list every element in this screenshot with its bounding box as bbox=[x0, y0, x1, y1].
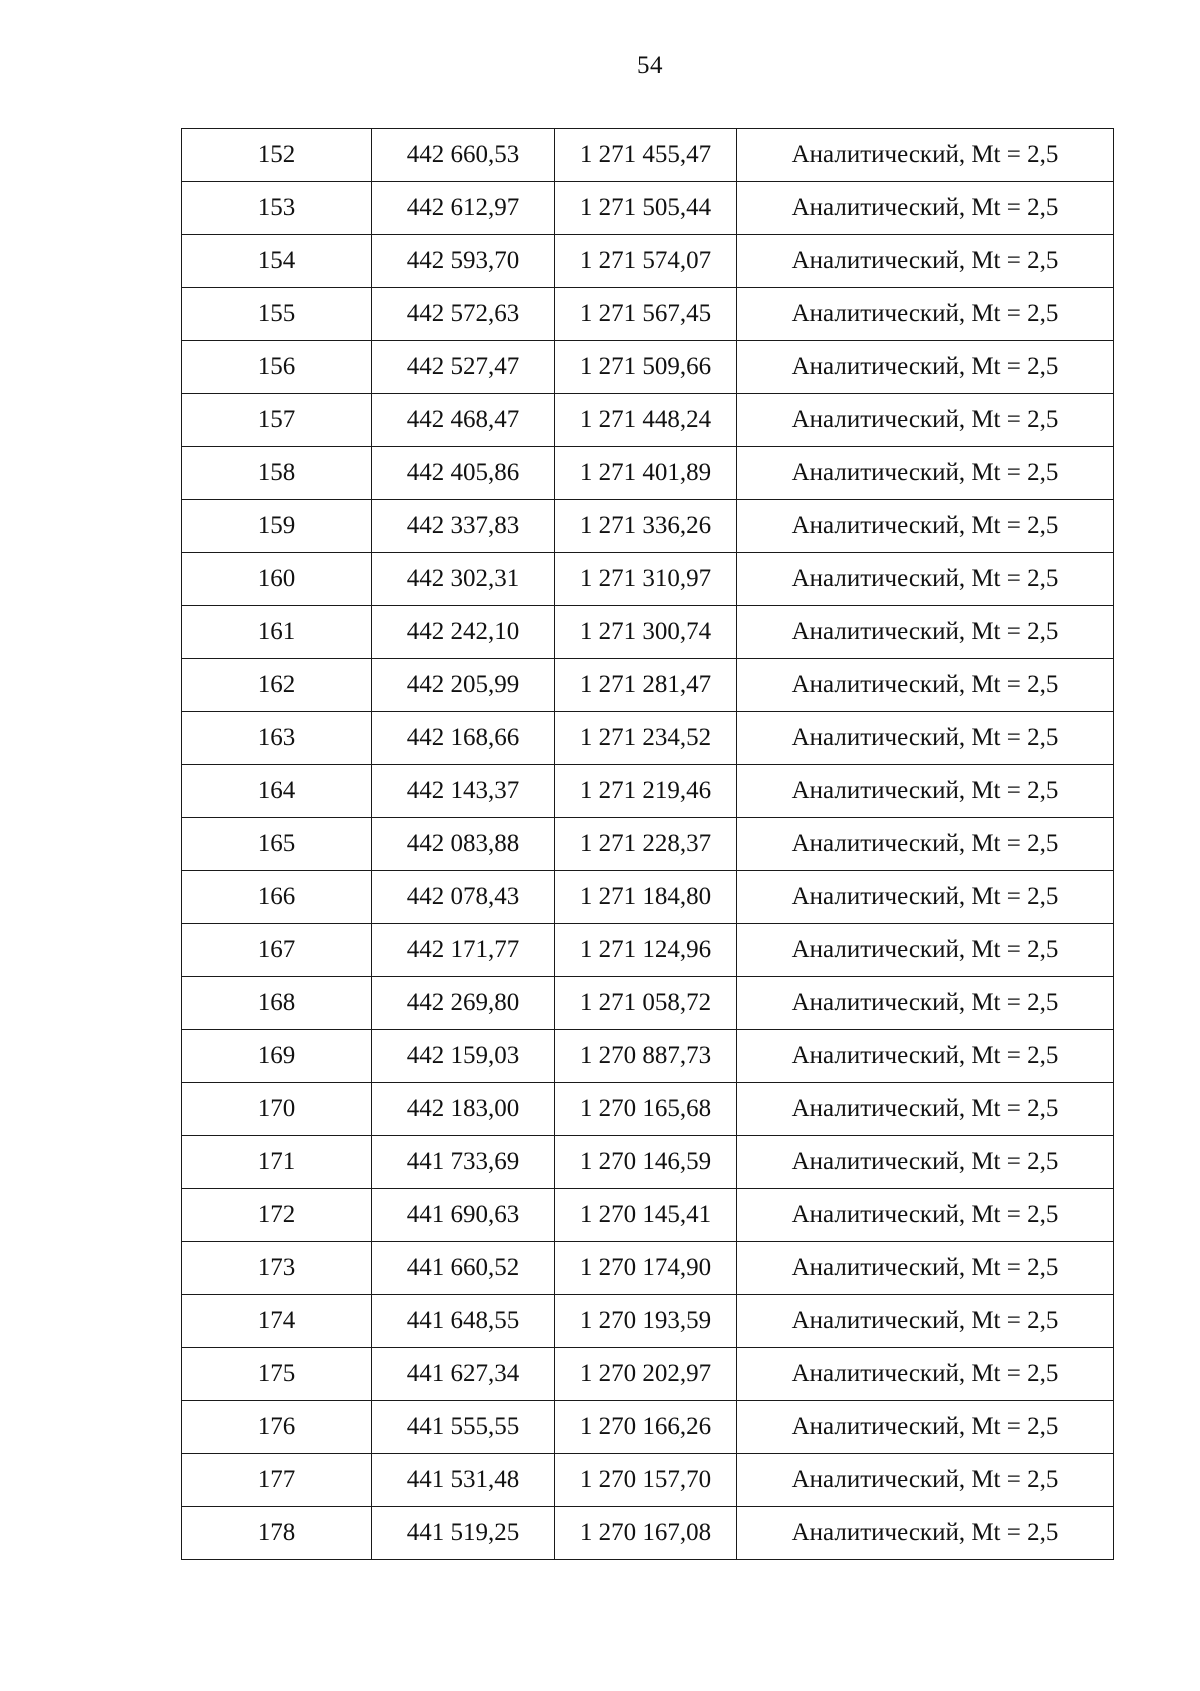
point-number-cell: 169 bbox=[182, 1030, 372, 1083]
method-cell: Аналитический, Mt = 2,5 bbox=[737, 765, 1114, 818]
x-coordinate-cell: 442 593,70 bbox=[372, 235, 555, 288]
table-row bbox=[182, 765, 1114, 818]
point-number-cell: 162 bbox=[182, 659, 372, 712]
x-coordinate-cell: 442 078,43 bbox=[372, 871, 555, 924]
method-cell: Аналитический, Mt = 2,5 bbox=[737, 659, 1114, 712]
x-coordinate-cell: 442 242,10 bbox=[372, 606, 555, 659]
table-row bbox=[182, 1189, 1114, 1242]
method-cell: Аналитический, Mt = 2,5 bbox=[737, 1507, 1114, 1560]
table-row bbox=[182, 606, 1114, 659]
y-coordinate-cell: 1 271 124,96 bbox=[555, 924, 737, 977]
y-coordinate-cell: 1 271 574,07 bbox=[555, 235, 737, 288]
y-coordinate-cell: 1 270 146,59 bbox=[555, 1136, 737, 1189]
x-coordinate-cell: 441 519,25 bbox=[372, 1507, 555, 1560]
point-number-cell: 152 bbox=[182, 129, 372, 182]
x-coordinate-cell: 442 168,66 bbox=[372, 712, 555, 765]
point-number-cell: 153 bbox=[182, 182, 372, 235]
point-number-cell: 159 bbox=[182, 500, 372, 553]
point-number-cell: 154 bbox=[182, 235, 372, 288]
table-row bbox=[182, 1242, 1114, 1295]
point-number-cell: 176 bbox=[182, 1401, 372, 1454]
point-number-cell: 173 bbox=[182, 1242, 372, 1295]
point-number-cell: 178 bbox=[182, 1507, 372, 1560]
x-coordinate-cell: 441 627,34 bbox=[372, 1348, 555, 1401]
y-coordinate-cell: 1 271 234,52 bbox=[555, 712, 737, 765]
table-row bbox=[182, 977, 1114, 1030]
point-number-cell: 156 bbox=[182, 341, 372, 394]
y-coordinate-cell: 1 271 505,44 bbox=[555, 182, 737, 235]
table-row bbox=[182, 1454, 1114, 1507]
point-number-cell: 157 bbox=[182, 394, 372, 447]
method-cell: Аналитический, Mt = 2,5 bbox=[737, 182, 1114, 235]
point-number-cell: 160 bbox=[182, 553, 372, 606]
point-number-cell: 168 bbox=[182, 977, 372, 1030]
method-cell: Аналитический, Mt = 2,5 bbox=[737, 129, 1114, 182]
y-coordinate-cell: 1 271 184,80 bbox=[555, 871, 737, 924]
y-coordinate-cell: 1 270 887,73 bbox=[555, 1030, 737, 1083]
method-cell: Аналитический, Mt = 2,5 bbox=[737, 500, 1114, 553]
x-coordinate-cell: 442 159,03 bbox=[372, 1030, 555, 1083]
table-row bbox=[182, 924, 1114, 977]
table-row bbox=[182, 500, 1114, 553]
table-row bbox=[182, 1507, 1114, 1560]
y-coordinate-cell: 1 270 167,08 bbox=[555, 1507, 737, 1560]
table-row bbox=[182, 1030, 1114, 1083]
y-coordinate-cell: 1 271 567,45 bbox=[555, 288, 737, 341]
point-number-cell: 175 bbox=[182, 1348, 372, 1401]
table-row bbox=[182, 553, 1114, 606]
y-coordinate-cell: 1 270 157,70 bbox=[555, 1454, 737, 1507]
y-coordinate-cell: 1 271 300,74 bbox=[555, 606, 737, 659]
method-cell: Аналитический, Mt = 2,5 bbox=[737, 1295, 1114, 1348]
table-row bbox=[182, 129, 1114, 182]
x-coordinate-cell: 442 527,47 bbox=[372, 341, 555, 394]
point-number-cell: 155 bbox=[182, 288, 372, 341]
x-coordinate-cell: 442 337,83 bbox=[372, 500, 555, 553]
x-coordinate-cell: 442 405,86 bbox=[372, 447, 555, 500]
table-row bbox=[182, 394, 1114, 447]
table-row bbox=[182, 712, 1114, 765]
y-coordinate-cell: 1 270 145,41 bbox=[555, 1189, 737, 1242]
table-row bbox=[182, 235, 1114, 288]
point-number-cell: 172 bbox=[182, 1189, 372, 1242]
table-row bbox=[182, 818, 1114, 871]
x-coordinate-cell: 442 183,00 bbox=[372, 1083, 555, 1136]
y-coordinate-cell: 1 271 455,47 bbox=[555, 129, 737, 182]
method-cell: Аналитический, Mt = 2,5 bbox=[737, 1136, 1114, 1189]
method-cell: Аналитический, Mt = 2,5 bbox=[737, 235, 1114, 288]
x-coordinate-cell: 441 733,69 bbox=[372, 1136, 555, 1189]
method-cell: Аналитический, Mt = 2,5 bbox=[737, 1401, 1114, 1454]
point-number-cell: 170 bbox=[182, 1083, 372, 1136]
method-cell: Аналитический, Mt = 2,5 bbox=[737, 977, 1114, 1030]
method-cell: Аналитический, Mt = 2,5 bbox=[737, 924, 1114, 977]
x-coordinate-cell: 441 555,55 bbox=[372, 1401, 555, 1454]
table-row bbox=[182, 1083, 1114, 1136]
method-cell: Аналитический, Mt = 2,5 bbox=[737, 1030, 1114, 1083]
method-cell: Аналитический, Mt = 2,5 bbox=[737, 712, 1114, 765]
point-number-cell: 171 bbox=[182, 1136, 372, 1189]
x-coordinate-cell: 442 302,31 bbox=[372, 553, 555, 606]
method-cell: Аналитический, Mt = 2,5 bbox=[737, 341, 1114, 394]
table-row bbox=[182, 182, 1114, 235]
method-cell: Аналитический, Mt = 2,5 bbox=[737, 606, 1114, 659]
method-cell: Аналитический, Mt = 2,5 bbox=[737, 1242, 1114, 1295]
x-coordinate-cell: 442 468,47 bbox=[372, 394, 555, 447]
x-coordinate-cell: 442 660,53 bbox=[372, 129, 555, 182]
point-number-cell: 167 bbox=[182, 924, 372, 977]
y-coordinate-cell: 1 271 281,47 bbox=[555, 659, 737, 712]
point-number-cell: 161 bbox=[182, 606, 372, 659]
method-cell: Аналитический, Mt = 2,5 bbox=[737, 871, 1114, 924]
table-row bbox=[182, 871, 1114, 924]
method-cell: Аналитический, Mt = 2,5 bbox=[737, 1083, 1114, 1136]
y-coordinate-cell: 1 271 401,89 bbox=[555, 447, 737, 500]
x-coordinate-cell: 442 171,77 bbox=[372, 924, 555, 977]
y-coordinate-cell: 1 271 448,24 bbox=[555, 394, 737, 447]
method-cell: Аналитический, Mt = 2,5 bbox=[737, 1454, 1114, 1507]
y-coordinate-cell: 1 270 174,90 bbox=[555, 1242, 737, 1295]
point-number-cell: 163 bbox=[182, 712, 372, 765]
method-cell: Аналитический, Mt = 2,5 bbox=[737, 818, 1114, 871]
y-coordinate-cell: 1 271 336,26 bbox=[555, 500, 737, 553]
y-coordinate-cell: 1 271 310,97 bbox=[555, 553, 737, 606]
table-row bbox=[182, 447, 1114, 500]
method-cell: Аналитический, Mt = 2,5 bbox=[737, 394, 1114, 447]
x-coordinate-cell: 442 083,88 bbox=[372, 818, 555, 871]
method-cell: Аналитический, Mt = 2,5 bbox=[737, 553, 1114, 606]
table-row bbox=[182, 341, 1114, 394]
point-number-cell: 164 bbox=[182, 765, 372, 818]
point-number-cell: 165 bbox=[182, 818, 372, 871]
table-row bbox=[182, 659, 1114, 712]
y-coordinate-cell: 1 271 219,46 bbox=[555, 765, 737, 818]
table-row bbox=[182, 1136, 1114, 1189]
y-coordinate-cell: 1 271 228,37 bbox=[555, 818, 737, 871]
x-coordinate-cell: 442 269,80 bbox=[372, 977, 555, 1030]
point-number-cell: 174 bbox=[182, 1295, 372, 1348]
table-row bbox=[182, 288, 1114, 341]
point-number-cell: 177 bbox=[182, 1454, 372, 1507]
x-coordinate-cell: 441 690,63 bbox=[372, 1189, 555, 1242]
method-cell: Аналитический, Mt = 2,5 bbox=[737, 447, 1114, 500]
table-row bbox=[182, 1401, 1114, 1454]
table-row bbox=[182, 1295, 1114, 1348]
y-coordinate-cell: 1 270 166,26 bbox=[555, 1401, 737, 1454]
y-coordinate-cell: 1 271 058,72 bbox=[555, 977, 737, 1030]
point-number-cell: 166 bbox=[182, 871, 372, 924]
table-body bbox=[182, 129, 1114, 1560]
point-number-cell: 158 bbox=[182, 447, 372, 500]
x-coordinate-cell: 441 648,55 bbox=[372, 1295, 555, 1348]
y-coordinate-cell: 1 271 509,66 bbox=[555, 341, 737, 394]
x-coordinate-cell: 441 531,48 bbox=[372, 1454, 555, 1507]
y-coordinate-cell: 1 270 165,68 bbox=[555, 1083, 737, 1136]
method-cell: Аналитический, Mt = 2,5 bbox=[737, 1348, 1114, 1401]
x-coordinate-cell: 442 205,99 bbox=[372, 659, 555, 712]
x-coordinate-cell: 441 660,52 bbox=[372, 1242, 555, 1295]
x-coordinate-cell: 442 143,37 bbox=[372, 765, 555, 818]
page-number: 54 bbox=[637, 52, 663, 79]
method-cell: Аналитический, Mt = 2,5 bbox=[737, 288, 1114, 341]
y-coordinate-cell: 1 270 202,97 bbox=[555, 1348, 737, 1401]
x-coordinate-cell: 442 572,63 bbox=[372, 288, 555, 341]
y-coordinate-cell: 1 270 193,59 bbox=[555, 1295, 737, 1348]
table-row bbox=[182, 1348, 1114, 1401]
method-cell: Аналитический, Mt = 2,5 bbox=[737, 1189, 1114, 1242]
coordinates-table bbox=[181, 128, 1114, 1560]
x-coordinate-cell: 442 612,97 bbox=[372, 182, 555, 235]
